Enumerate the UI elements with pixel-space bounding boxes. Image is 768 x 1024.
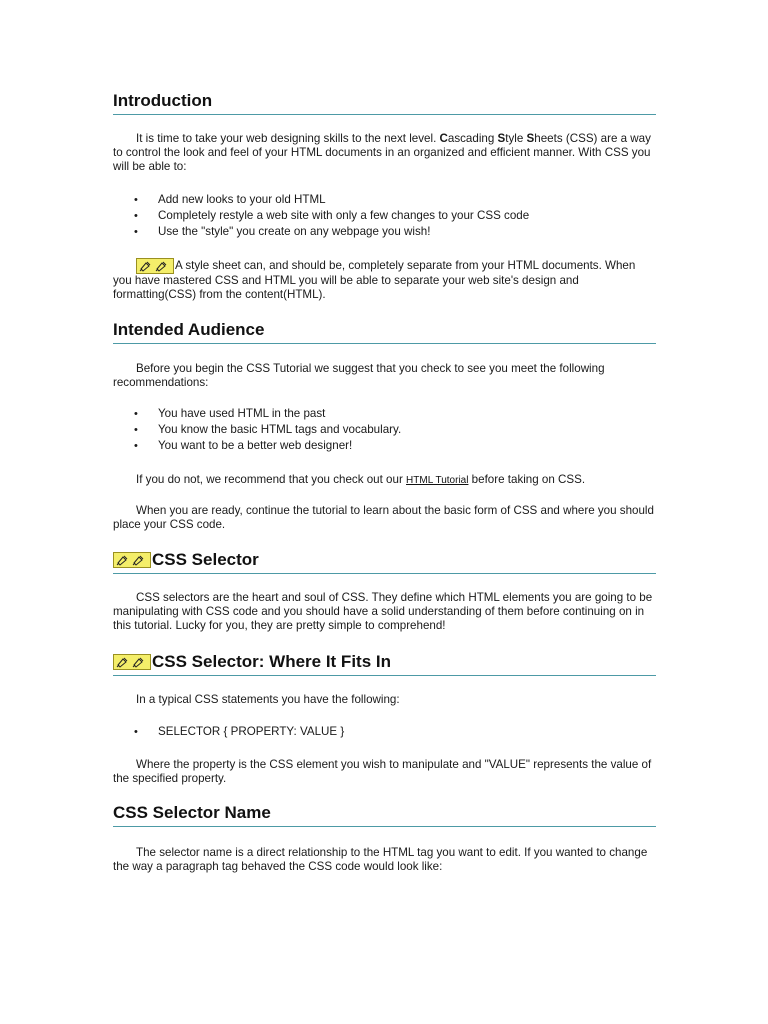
html-tutorial-link[interactable]: HTML Tutorial <box>406 475 469 486</box>
audience-paragraph: Before you begin the CSS Tutorial we suggest that you check to see you meet the following recommendations: <box>113 362 605 390</box>
list-item: • Add new looks to your old HTML <box>113 192 656 208</box>
heading-rule <box>113 114 656 115</box>
fits-paragraph: In a typical CSS statements you have the following: <box>136 693 400 706</box>
bullet-icon: • <box>134 440 138 453</box>
heading-introduction: Introduction <box>113 91 213 110</box>
selector-name-paragraph: The selector name is a direct relationship to the HTML tag you want to edit. If you wanted to change the way a paragraph tag behaved the CSS code would look like: <box>113 846 648 874</box>
fits-bullet-list <box>113 724 656 740</box>
bullet-icon: • <box>134 424 138 437</box>
bullet-icon: • <box>134 194 138 206</box>
pushpin-icon <box>113 654 151 670</box>
heading-selector-name: CSS Selector Name <box>113 803 271 822</box>
fits-property-paragraph: Where the property is the CSS element you wish to manipulate and "VALUE" represents the value of the specified property. <box>113 758 652 786</box>
bullet-icon: • <box>134 210 138 223</box>
list-item: • You want to be a better web designer! <box>113 438 656 454</box>
heading-rule <box>113 826 656 827</box>
audience-ready-paragraph: When you are ready, continue the tutorial to learn about the basic form of CSS and where you should place your CSS code. <box>113 504 654 532</box>
section-intended-audience <box>113 320 656 344</box>
bullet-icon: • <box>134 226 138 239</box>
pushpin-icon <box>113 552 151 568</box>
section-introduction <box>113 91 656 115</box>
intro-note: A style sheet can, and should be, completely separate from your HTML documents. When you have mastered CSS and HTML you will be able to separate your web site's design and formatting(CSS) from the content(HTML). <box>113 259 636 302</box>
bullet-icon: • <box>134 726 138 738</box>
bullet-icon: • <box>134 408 138 420</box>
heading-where-it-fits: CSS Selector: Where It Fits In <box>113 652 656 672</box>
heading-rule <box>113 343 656 344</box>
heading-intended-audience: Intended Audience <box>113 320 265 339</box>
intro-bullet-list <box>113 192 656 241</box>
intro-paragraph: It is time to take your web designing skills to the next level. Cascading Style Sheets (CSS) are a way to control the look and feel of your HTML documents in an organized and efficient manner. With CSS you will be able to: <box>113 132 651 174</box>
selector-paragraph: CSS selectors are the heart and soul of CSS. They define which HTML elements you are going to be manipulating with CSS code and you should have a solid understanding of them before continuing on in this tutorial. Lucky for you, they are pretty simple to comprehend! <box>113 591 653 633</box>
section-css-selector <box>113 550 656 574</box>
audience-bullet-list <box>113 406 656 455</box>
pushpin-icon <box>136 258 174 274</box>
list-item: • Completely restyle a web site with only a few changes to your CSS code <box>113 208 656 224</box>
heading-rule <box>113 675 656 676</box>
list-item: • SELECTOR { PROPERTY: VALUE } <box>113 724 656 740</box>
list-item: • You have used HTML in the past <box>113 406 656 422</box>
list-item: • You know the basic HTML tags and vocabulary. <box>113 422 656 438</box>
section-selector-name <box>113 803 656 827</box>
list-item: • Use the "style" you create on any webpage you wish! <box>113 224 656 240</box>
section-where-it-fits <box>113 652 656 676</box>
audience-recommend-paragraph: If you do not, we recommend that you check out our HTML Tutorial before taking on CSS. <box>136 473 586 486</box>
heading-rule <box>113 573 656 574</box>
heading-css-selector: CSS Selector <box>113 550 656 570</box>
